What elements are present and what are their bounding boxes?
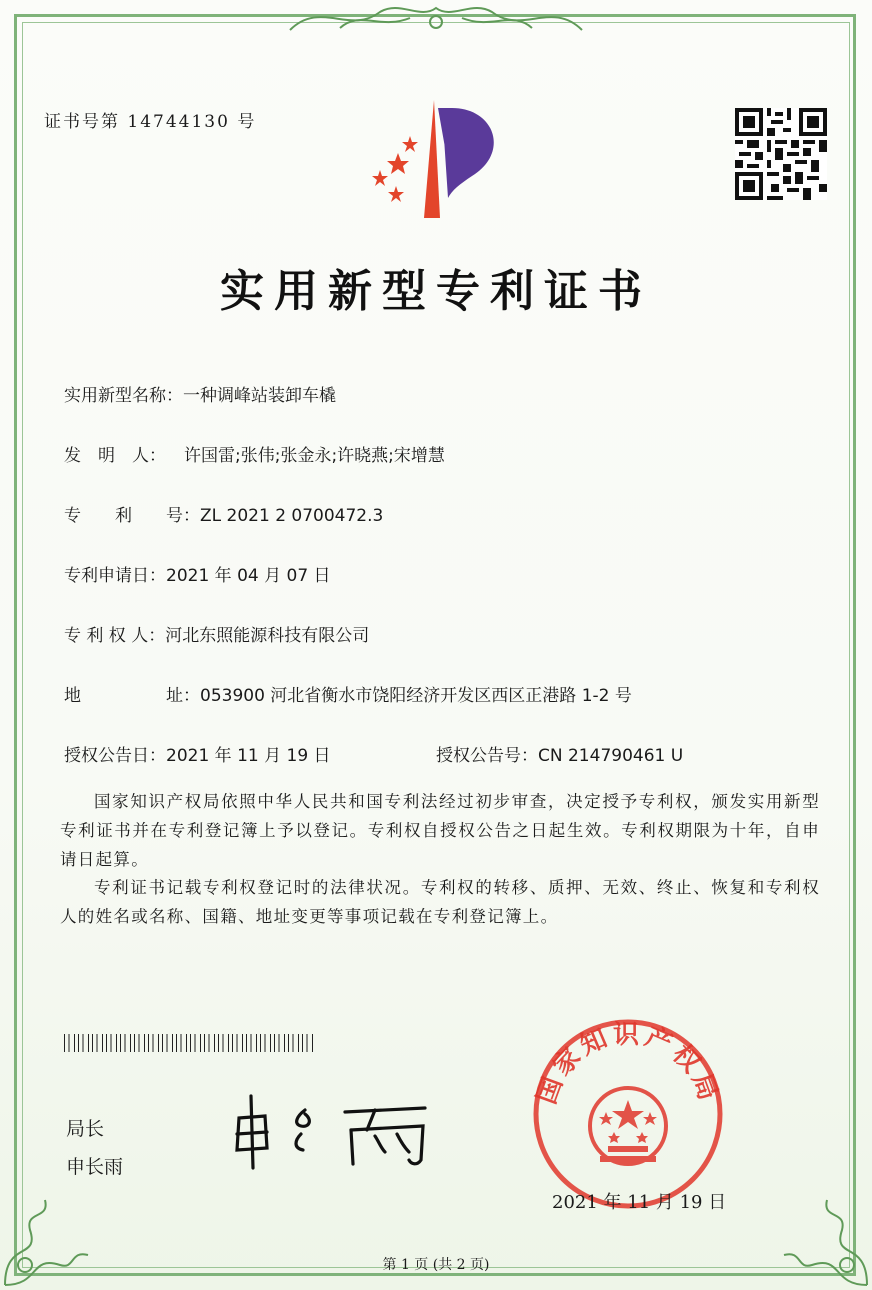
field-grant-date <box>64 741 331 766</box>
field-label: 专 利 号： <box>64 506 200 526</box>
field-label: 实用新型名称： <box>64 386 183 406</box>
field-value: 2021 年 04 月 07 日 <box>166 566 331 586</box>
cnipa-logo-icon <box>360 98 520 228</box>
official-seal-icon <box>528 1014 728 1214</box>
field-value: ZL 2021 2 0700472.3 <box>200 506 384 526</box>
field-value: 河北东照能源科技有限公司 <box>165 626 370 646</box>
field-label: 地 址： <box>64 686 200 706</box>
qr-code-icon <box>735 108 827 200</box>
field-label: 授权公告日： <box>64 746 166 766</box>
page-indicator: 第 1 页 (共 2 页) <box>382 1257 490 1273</box>
field-value: CN 214790461 U <box>538 746 684 766</box>
field-label: 专利申请日： <box>64 566 166 586</box>
director-title: 局长 <box>66 1118 105 1140</box>
certificate-title: 实用新型专利证书 <box>220 266 652 317</box>
director-name: 申长雨 <box>66 1156 124 1178</box>
field-grant-number <box>436 741 683 766</box>
statement-paragraph: 专利证书记载专利权登记时的法律状况。专利权的转移、质押、无效、终止、恢复和专利权人的姓名或名称、国籍、地址变更等事项记载在专利登记簿上。 <box>60 878 820 926</box>
field-utility-model-name <box>64 381 336 406</box>
field-label: 专 利 权 人： <box>64 626 166 646</box>
director-signature-icon <box>225 1090 440 1170</box>
field-value: 053900 河北省衡水市饶阳经济开发区西区正港路 1-2 号 <box>200 686 632 706</box>
statement-paragraph: 国家知识产权局依照中华人民共和国专利法经过初步审查，决定授予专利权，颁发实用新型专利证书并在专利登记簿上予以登记。专利权自授权公告之日起生效。专利权期限为十年，自申请日起算。 <box>60 792 820 869</box>
field-patent-number <box>64 501 383 526</box>
field-filing-date <box>64 561 331 586</box>
seal-date: 2021 年 11 月 19 日 <box>552 1192 727 1213</box>
field-inventors <box>64 441 445 466</box>
certificate-number: 证书号第 14744130 号 <box>44 112 257 132</box>
field-value: 2021 年 11 月 19 日 <box>166 746 331 766</box>
field-patentee <box>64 621 369 646</box>
svg-text:国家知识产权局: 国家知识产权局 <box>531 1019 725 1108</box>
field-label: 发 明 人： <box>64 446 166 466</box>
field-value: 许国雷;张伟;张金永;许晓燕;宋增慧 <box>184 446 445 466</box>
director-block <box>66 1110 123 1186</box>
field-value: 一种调峰站装卸车橇 <box>183 386 336 406</box>
top-ornament-icon <box>280 0 592 40</box>
field-address <box>64 681 632 706</box>
barcode-icon <box>64 1034 316 1052</box>
field-label: 授权公告号： <box>436 746 538 766</box>
